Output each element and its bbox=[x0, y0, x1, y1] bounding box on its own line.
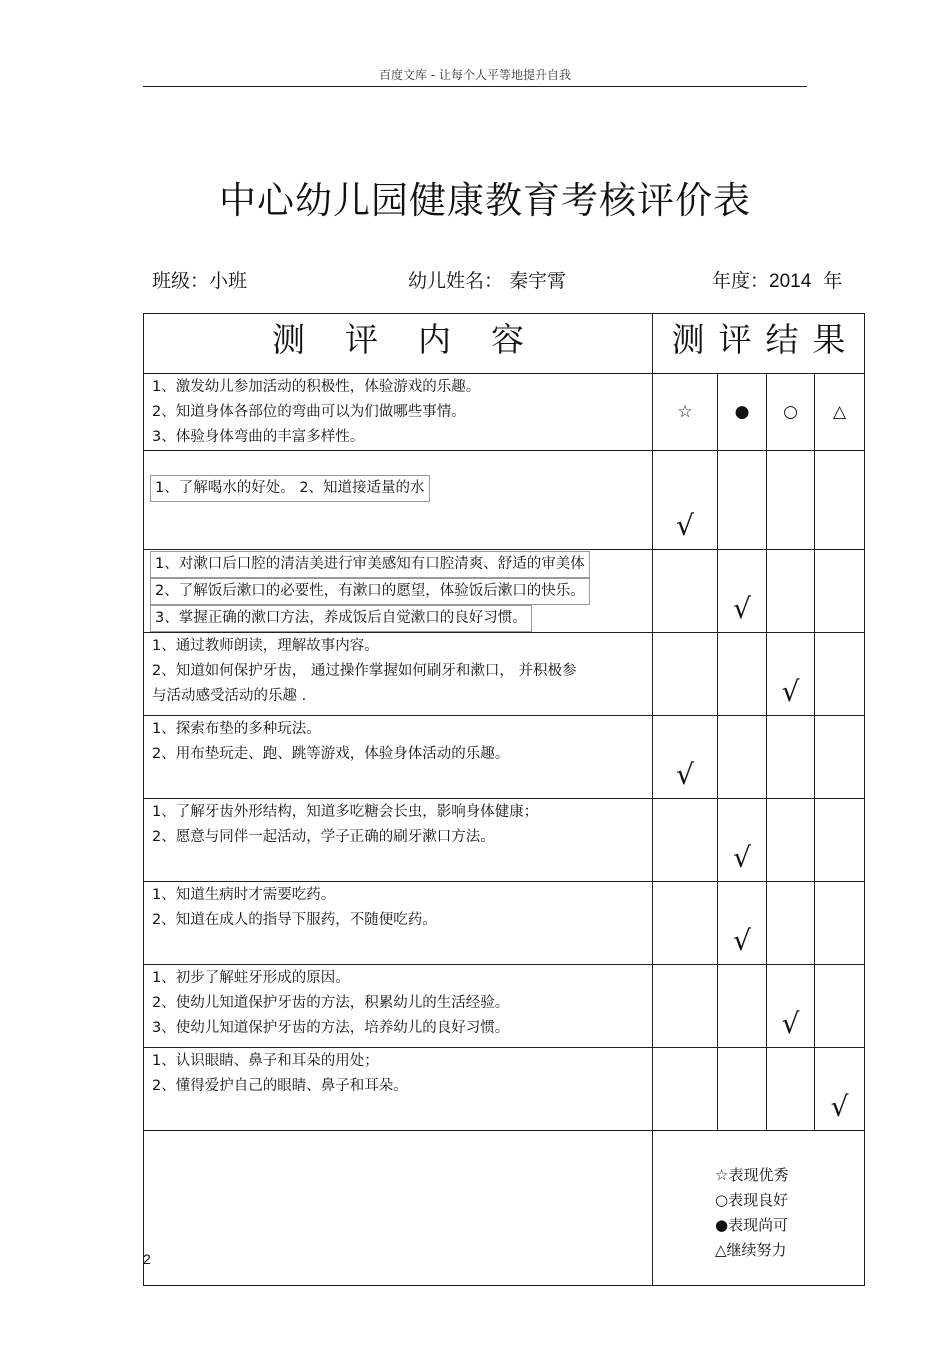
year-label: 年度： bbox=[712, 270, 770, 292]
check-mark: √ bbox=[733, 841, 751, 874]
content-line bbox=[152, 1074, 652, 1099]
content-line-text: 1、探索布垫的多种玩法。 bbox=[152, 721, 321, 737]
content-line-text: 2、知道如何保护牙齿， 通过操作掌握如何刷牙和漱口， 并积极参 bbox=[152, 663, 577, 679]
content-line-text: 2、使幼儿知道保护牙齿的方法，积累幼儿的生活经验。 bbox=[152, 995, 510, 1011]
result-cell bbox=[767, 965, 815, 1048]
content-line-text: 1、知道生病时才需要吃药。 bbox=[152, 887, 336, 903]
table-row bbox=[144, 882, 865, 965]
content-line bbox=[152, 605, 652, 632]
header-content-cell bbox=[144, 314, 653, 374]
result-cell bbox=[718, 799, 767, 882]
content-line bbox=[152, 717, 652, 742]
page-number: 2 bbox=[143, 1251, 151, 1267]
result-cell bbox=[653, 716, 718, 799]
content-line-text: 1、通过教师朗读，理解故事内容。 bbox=[152, 638, 379, 654]
result-cell bbox=[767, 1048, 815, 1131]
content-line-text: 1、初步了解蛀牙形成的原因。 bbox=[152, 970, 350, 986]
content-cell bbox=[144, 633, 653, 716]
result-cell bbox=[718, 633, 767, 716]
content-line bbox=[152, 400, 652, 425]
content-line bbox=[152, 966, 652, 991]
result-cell bbox=[653, 965, 718, 1048]
legend-item: ●表现尚可 bbox=[715, 1216, 789, 1234]
result-cell bbox=[767, 799, 815, 882]
result-cell bbox=[767, 451, 815, 550]
content-line bbox=[152, 375, 652, 400]
content-line bbox=[152, 883, 652, 908]
result-cell bbox=[767, 882, 815, 965]
rating-symbol: △ bbox=[832, 402, 847, 422]
content-line-text: 1、了解喝水的好处。 2、知道接适量的水 bbox=[150, 475, 430, 502]
result-cell bbox=[815, 451, 865, 550]
content-line-text: 3、使幼儿知道保护牙齿的方法，培养幼儿的良好习惯。 bbox=[152, 1020, 510, 1036]
header-result-label: 测评结果 bbox=[671, 320, 860, 359]
result-cell bbox=[718, 882, 767, 965]
result-cell bbox=[653, 633, 718, 716]
content-line-text: 1、对漱口后口腔的清洁美进行审美感知有口腔清爽、舒适的审美体 bbox=[150, 551, 590, 578]
result-cell bbox=[718, 965, 767, 1048]
content-line-text: 2、知道身体各部位的弯曲可以为们做哪些事情。 bbox=[152, 404, 466, 420]
header-result-cell bbox=[653, 314, 865, 374]
table-row bbox=[144, 799, 865, 882]
result-cell bbox=[653, 550, 718, 633]
rating-symbol: ○ bbox=[783, 402, 798, 422]
result-cell bbox=[815, 799, 865, 882]
result-cell bbox=[718, 451, 767, 550]
rating-symbol-cell bbox=[653, 374, 718, 451]
child-name-field bbox=[408, 266, 566, 293]
content-line-text: 2、愿意与同伴一起活动，学子正确的刷牙漱口方法。 bbox=[152, 829, 495, 845]
table-row bbox=[144, 451, 865, 550]
content-line bbox=[152, 800, 652, 825]
content-cell bbox=[144, 799, 653, 882]
legend-row bbox=[144, 1131, 865, 1286]
content-line-text: 3、掌握正确的漱口方法，养成饭后自觉漱口的良好习惯。 bbox=[150, 605, 532, 632]
rating-symbol-cell bbox=[815, 374, 865, 451]
document-title: 中心幼儿园健康教育考核评价表 bbox=[219, 179, 751, 222]
check-mark: √ bbox=[676, 758, 694, 791]
evaluation-table bbox=[143, 313, 865, 1286]
content-line bbox=[152, 684, 652, 709]
content-line-text: 3、体验身体弯曲的丰富多样性。 bbox=[152, 429, 365, 445]
content-line bbox=[152, 1049, 652, 1074]
content-line bbox=[152, 825, 652, 850]
result-cell bbox=[815, 716, 865, 799]
content-cell bbox=[144, 374, 653, 451]
table-row bbox=[144, 1048, 865, 1131]
check-mark: √ bbox=[781, 1007, 800, 1040]
result-cell bbox=[815, 633, 865, 716]
result-cell bbox=[653, 1048, 718, 1131]
content-line bbox=[152, 991, 652, 1016]
legend bbox=[653, 1131, 864, 1263]
child-name-label: 幼儿姓名： bbox=[408, 270, 504, 292]
legend-item: ☆表现优秀 bbox=[715, 1166, 789, 1184]
content-line-text: 1、了解牙齿外形结构，知道多吃糖会长虫，影响身体健康； bbox=[152, 804, 539, 820]
result-cell bbox=[653, 451, 718, 550]
result-cell bbox=[653, 882, 718, 965]
header-rule bbox=[143, 86, 807, 87]
table-row bbox=[144, 550, 865, 633]
content-line-text: 2、懂得爱护自己的眼睛、鼻子和耳朵。 bbox=[152, 1078, 408, 1094]
result-cell bbox=[815, 1048, 865, 1131]
check-mark: √ bbox=[676, 509, 694, 542]
content-line bbox=[152, 742, 652, 767]
content-line bbox=[152, 634, 652, 659]
class-field: 班级：小班 bbox=[152, 270, 248, 292]
content-cell bbox=[144, 716, 653, 799]
year-suffix: 年 bbox=[823, 270, 843, 292]
content-line-text: 1、激发幼儿参加活动的积极性，体验游戏的乐趣。 bbox=[152, 379, 481, 395]
rating-symbol: ● bbox=[734, 402, 750, 422]
legend-item: ○表现良好 bbox=[715, 1191, 789, 1209]
rating-symbol-cell bbox=[767, 374, 815, 451]
content-line bbox=[152, 551, 652, 578]
content-cell bbox=[144, 1048, 653, 1131]
rating-symbol-cell bbox=[718, 374, 767, 451]
header-content-label: 测评内容 bbox=[272, 320, 564, 359]
result-cell bbox=[718, 1048, 767, 1131]
table-row bbox=[144, 965, 865, 1048]
content-line-text: 2、用布垫玩走、跑、跳等游戏，体验身体活动的乐趣。 bbox=[152, 746, 510, 762]
result-cell bbox=[718, 716, 767, 799]
empty-content-cell bbox=[144, 1131, 653, 1286]
content-cell bbox=[144, 965, 653, 1048]
table-row bbox=[144, 716, 865, 799]
check-mark: √ bbox=[733, 592, 751, 625]
page-header: 百度文库 - 让每个人平等地提升自我 bbox=[379, 68, 571, 82]
content-line bbox=[152, 908, 652, 933]
result-cell bbox=[815, 965, 865, 1048]
result-cell bbox=[815, 882, 865, 965]
child-name-value: 秦宇霄 bbox=[509, 270, 567, 292]
content-line-text: 与活动感受活动的乐趣 . bbox=[152, 688, 307, 704]
content-line bbox=[152, 578, 652, 605]
table-row bbox=[144, 633, 865, 716]
content-line bbox=[152, 425, 652, 450]
legend-item: △继续努力 bbox=[715, 1241, 787, 1259]
content-line bbox=[152, 475, 652, 502]
result-cell bbox=[767, 716, 815, 799]
check-mark: √ bbox=[733, 924, 751, 957]
result-cell bbox=[767, 550, 815, 633]
content-line bbox=[152, 1016, 652, 1041]
rating-symbol: ☆ bbox=[677, 402, 693, 422]
table-header-row bbox=[144, 314, 865, 374]
year-value: 2014 bbox=[769, 271, 812, 292]
legend-cell bbox=[653, 1131, 865, 1286]
result-cell bbox=[718, 550, 767, 633]
content-cell bbox=[144, 882, 653, 965]
check-mark: √ bbox=[781, 675, 800, 708]
year-field bbox=[712, 266, 842, 293]
check-mark: √ bbox=[830, 1090, 849, 1123]
result-cell bbox=[653, 799, 718, 882]
result-cell bbox=[815, 550, 865, 633]
content-cell bbox=[144, 550, 653, 633]
table-row bbox=[144, 374, 865, 451]
content-line-text: 2、知道在成人的指导下服药，不随便吃药。 bbox=[152, 912, 437, 928]
result-cell bbox=[767, 633, 815, 716]
content-line-text: 1、认识眼睛、鼻子和耳朵的用处； bbox=[152, 1053, 379, 1069]
content-cell bbox=[144, 451, 653, 550]
content-line bbox=[152, 659, 652, 684]
content-line-text: 2、了解饭后漱口的必要性，有漱口的愿望，体验饭后漱口的快乐。 bbox=[150, 578, 590, 605]
